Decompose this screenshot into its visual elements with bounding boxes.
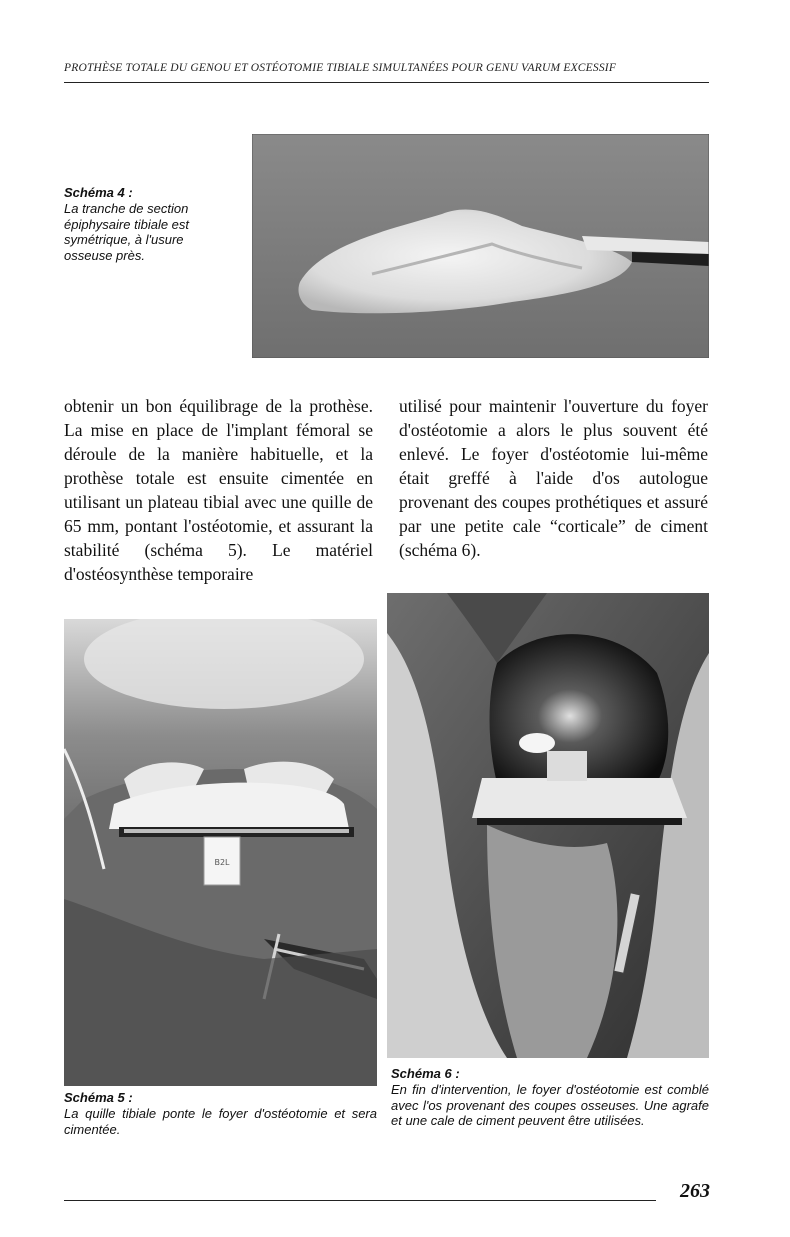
figure-5-caption-text: La quille tibiale ponte le foyer d'ostéotomie et sera cimentée.: [64, 1106, 377, 1137]
figure-4-photo: [252, 134, 709, 358]
bone-slice-image: [252, 134, 709, 358]
figure-4-caption: [64, 185, 234, 263]
body-paragraph-left: obtenir un bon équilibrage de la prothèse. La mise en place de l'implant fémoral se déroule de la manière habituelle, et la prothèse totale est ensuite cimentée en utilisant un plateau tibial avec une quille de 65 mm, pontant l'ostéotomie, et assurant la stabilité (schéma 5). Le matériel d'ostéosynthèse temporaire: [64, 396, 373, 584]
figure-6-label: Schéma 6 :: [391, 1066, 460, 1081]
figure-5-label: Schéma 5 :: [64, 1090, 133, 1105]
figure-6-photo: [387, 593, 709, 1058]
figure-6-caption: [391, 1066, 709, 1129]
page-number: 263: [680, 1180, 710, 1202]
body-column-right: [399, 394, 708, 562]
header-rule: [64, 82, 709, 83]
tibial-implant-image: [64, 619, 377, 1086]
implant-marking: B2L: [214, 858, 230, 867]
body-paragraph-right: utilisé pour maintenir l'ouverture du foyer d'ostéotomie a alors le plus souvent été enlevé. Le foyer d'ostéotomie lui-même était greffé à l'aide d'os autologue provenant des coupes prothétiques et assuré par une petite cale “corticale” de ciment (schéma 6).: [399, 396, 708, 560]
figure-6-caption-text: En fin d'intervention, le foyer d'ostéotomie est comblé avec l'os provenant des coupes osseuses. Une agrafe et une cale de ciment peuvent être utilisées.: [391, 1082, 709, 1128]
running-header: PROTHÈSE TOTALE DU GENOU ET OSTÉOTOMIE TIBIALE SIMULTANÉES POUR GENU VARUM EXCESSIF: [64, 62, 617, 74]
footer-rule: [64, 1200, 656, 1201]
figure-4-caption-text: La tranche de section épiphysaire tibiale est symétrique, à l'usure osseuse près.: [64, 201, 190, 263]
figure-5-caption: [64, 1090, 377, 1137]
figure-4-label: Schéma 4 :: [64, 185, 133, 200]
knee-prosthesis-image: [387, 593, 709, 1058]
body-column-left: [64, 394, 373, 586]
figure-5-photo: [64, 619, 377, 1086]
